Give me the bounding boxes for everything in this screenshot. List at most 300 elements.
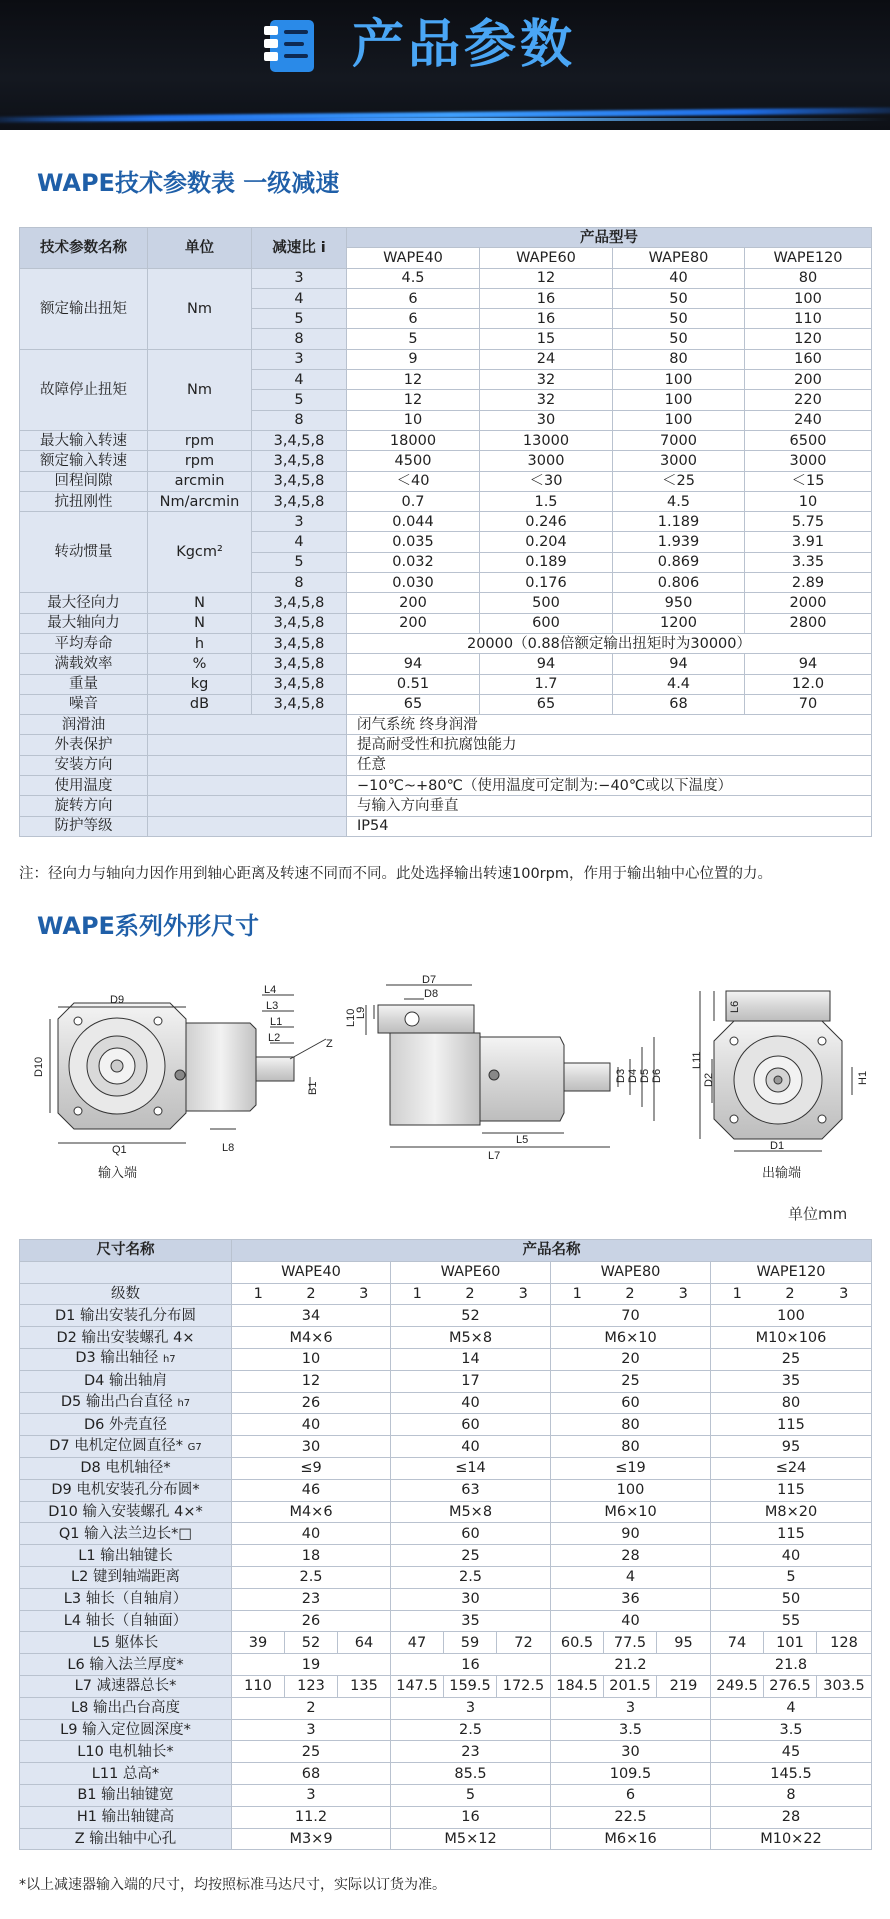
table-row bbox=[20, 451, 872, 471]
value-cell: 303.5 bbox=[817, 1675, 872, 1697]
value-cell: 9 bbox=[347, 349, 480, 369]
value-cell: 68 bbox=[232, 1763, 391, 1785]
model-name-cell: WAPE40 bbox=[232, 1261, 391, 1283]
value-cell: 47 bbox=[391, 1632, 444, 1654]
value-cell: 74 bbox=[711, 1632, 764, 1654]
dim-name-cell bbox=[20, 1654, 232, 1676]
table-row bbox=[20, 755, 872, 775]
value-cell: 94 bbox=[480, 654, 613, 674]
table-row bbox=[20, 654, 872, 674]
param-unit-cell: Nm bbox=[148, 268, 252, 349]
value-cell: 与输入方向垂直 bbox=[347, 796, 872, 816]
value-cell: 5 bbox=[711, 1566, 872, 1588]
value-cell: 17 bbox=[391, 1370, 551, 1392]
value-cell: 100 bbox=[551, 1479, 711, 1501]
dim-name-cell bbox=[20, 1806, 232, 1828]
stage-cell: 2 bbox=[604, 1283, 657, 1305]
ratio-cell: 8 bbox=[252, 573, 347, 593]
ratio-cell: 3,4,5,8 bbox=[252, 491, 347, 511]
value-cell: 55 bbox=[711, 1610, 872, 1632]
table-row bbox=[20, 796, 872, 816]
value-cell: 147.5 bbox=[391, 1675, 444, 1697]
value-cell: 172.5 bbox=[497, 1675, 551, 1697]
stage-cell: 3 bbox=[817, 1283, 872, 1305]
stage-cell: 2 bbox=[764, 1283, 817, 1305]
ratio-cell: 8 bbox=[252, 410, 347, 430]
table-header-row bbox=[20, 228, 872, 248]
ratio-cell: 8 bbox=[252, 329, 347, 349]
value-cell: 600 bbox=[480, 613, 613, 633]
value-cell: 0.246 bbox=[480, 512, 613, 532]
ratio-cell: 3,4,5,8 bbox=[252, 593, 347, 613]
table-row bbox=[20, 1392, 872, 1414]
table-row bbox=[20, 1457, 872, 1479]
param-name-cell: 额定输入转速 bbox=[20, 451, 148, 471]
value-cell: 18 bbox=[232, 1545, 391, 1567]
empty-cell bbox=[252, 755, 347, 775]
value-cell: 0.869 bbox=[613, 552, 745, 572]
table-row bbox=[20, 1828, 872, 1850]
col-header-ratio: 减速比 i bbox=[252, 228, 347, 269]
value-cell: M4×6 bbox=[232, 1327, 391, 1349]
value-cell: M5×12 bbox=[391, 1828, 551, 1850]
param-name-cell: 重量 bbox=[20, 674, 148, 694]
table-row bbox=[20, 633, 872, 653]
model-name-cell: WAPE60 bbox=[480, 248, 613, 268]
value-cell: 50 bbox=[613, 288, 745, 308]
model-name-cell: WAPE40 bbox=[347, 248, 480, 268]
value-cell: 3 bbox=[551, 1697, 711, 1719]
dim-name-text: H1 输出轴键高 bbox=[76, 1809, 175, 1826]
dim-name-cell bbox=[20, 1414, 232, 1436]
value-cell: 25 bbox=[391, 1545, 551, 1567]
value-cell: 34 bbox=[232, 1305, 391, 1327]
value-cell: M10×106 bbox=[711, 1327, 872, 1349]
ratio-cell: 5 bbox=[252, 390, 347, 410]
value-cell: 4500 bbox=[347, 451, 480, 471]
value-cell: 20000（0.88倍额定输出扭矩时为30000） bbox=[347, 633, 872, 653]
value-cell: 4 bbox=[711, 1697, 872, 1719]
value-cell: 276.5 bbox=[764, 1675, 817, 1697]
value-cell: 32 bbox=[480, 390, 613, 410]
value-cell: 109.5 bbox=[551, 1763, 711, 1785]
value-cell: 3000 bbox=[745, 451, 872, 471]
dim-name-cell bbox=[20, 1305, 232, 1327]
dim-label-L8: L8 bbox=[222, 1142, 235, 1154]
dim-name-text: D5 输出凸台直径 bbox=[60, 1393, 178, 1410]
dim-name-cell bbox=[20, 1523, 232, 1545]
value-cell: 0.032 bbox=[347, 552, 480, 572]
param-unit-cell: h bbox=[148, 633, 252, 653]
table-stage-row bbox=[20, 1283, 872, 1305]
table-row bbox=[20, 491, 872, 511]
empty-cell bbox=[148, 735, 252, 755]
dim-name-text: L3 轴长（自轴肩） bbox=[63, 1591, 188, 1608]
value-cell: 20 bbox=[551, 1348, 711, 1370]
dim-label-L5: L5 bbox=[516, 1134, 529, 1146]
value-cell: 6 bbox=[347, 309, 480, 329]
value-cell: 35 bbox=[391, 1610, 551, 1632]
value-cell: 2 bbox=[232, 1697, 391, 1719]
table-row bbox=[20, 1545, 872, 1567]
value-cell: 5.75 bbox=[745, 512, 872, 532]
dim-name-cell bbox=[20, 1719, 232, 1741]
dim-label-L6: L6 bbox=[729, 1000, 741, 1013]
value-cell: 115 bbox=[711, 1414, 872, 1436]
value-cell: 95 bbox=[711, 1436, 872, 1458]
stage-cell: 2 bbox=[444, 1283, 497, 1305]
value-cell: 40 bbox=[232, 1523, 391, 1545]
value-cell: 40 bbox=[232, 1414, 391, 1436]
value-cell: M10×22 bbox=[711, 1828, 872, 1850]
value-cell: 115 bbox=[711, 1479, 872, 1501]
col-header-product: 产品名称 bbox=[232, 1240, 872, 1262]
param-unit-cell: rpm bbox=[148, 451, 252, 471]
value-cell: 4.5 bbox=[613, 491, 745, 511]
value-cell: 128 bbox=[817, 1632, 872, 1654]
dimension-table bbox=[19, 1239, 872, 1850]
dim-label-Q1: Q1 bbox=[112, 1144, 127, 1156]
radial-force-note: 注：径向力与轴向力因作用到轴心距离及转速不同而不同。此处选择输出转速100rpm，作用于输出轴中心位置的力。 bbox=[19, 866, 772, 882]
ratio-cell: 4 bbox=[252, 532, 347, 552]
value-cell: 32 bbox=[480, 370, 613, 390]
ratio-cell: 3,4,5,8 bbox=[252, 613, 347, 633]
empty-cell bbox=[252, 715, 347, 735]
value-cell: 1.7 bbox=[480, 674, 613, 694]
value-cell: 123 bbox=[285, 1675, 338, 1697]
table-row bbox=[20, 1305, 872, 1327]
param-name-cell: 平均寿命 bbox=[20, 633, 148, 653]
col-header-param-name: 技术参数名称 bbox=[20, 228, 148, 269]
dim-name-text: D1 输出安装孔分布圆 bbox=[55, 1307, 196, 1324]
dim-label-D2: D2 bbox=[703, 1072, 715, 1087]
value-cell: 16 bbox=[480, 309, 613, 329]
value-cell: 13000 bbox=[480, 430, 613, 450]
value-cell: 64 bbox=[338, 1632, 391, 1654]
value-cell: 94 bbox=[347, 654, 480, 674]
dim-label-D7: D7 bbox=[422, 974, 437, 986]
value-cell: 135 bbox=[338, 1675, 391, 1697]
table-row bbox=[20, 1719, 872, 1741]
value-cell: 2800 bbox=[745, 613, 872, 633]
param-unit-cell: arcmin bbox=[148, 471, 252, 491]
param-name-cell: 噪音 bbox=[20, 694, 148, 714]
value-cell: 50 bbox=[613, 309, 745, 329]
value-cell: 25 bbox=[711, 1348, 872, 1370]
table-row bbox=[20, 1697, 872, 1719]
dimension-drawing bbox=[0, 955, 890, 1205]
dim-label-D10: D10 bbox=[33, 1056, 45, 1077]
value-cell: 1.5 bbox=[480, 491, 613, 511]
table-row bbox=[20, 1348, 872, 1370]
value-cell: 70 bbox=[551, 1305, 711, 1327]
dim-label-L3: L3 bbox=[266, 1000, 279, 1012]
value-cell: 8 bbox=[711, 1784, 872, 1806]
value-cell: 500 bbox=[480, 593, 613, 613]
dim-name-cell bbox=[20, 1436, 232, 1458]
table-row bbox=[20, 1588, 872, 1610]
model-name-cell: WAPE80 bbox=[613, 248, 745, 268]
table-row bbox=[20, 613, 872, 633]
ratio-cell: 3,4,5,8 bbox=[252, 694, 347, 714]
empty-cell bbox=[20, 1261, 232, 1283]
value-cell: ＜25 bbox=[613, 471, 745, 491]
value-cell: 21.8 bbox=[711, 1654, 872, 1676]
dim-name-text: L5 躯体长 bbox=[92, 1634, 159, 1651]
document-list-icon bbox=[262, 16, 322, 76]
dim-label-D8: D8 bbox=[424, 988, 439, 1000]
value-cell: 60.5 bbox=[551, 1632, 604, 1654]
value-cell: 6 bbox=[551, 1784, 711, 1806]
value-cell: ≤9 bbox=[232, 1457, 391, 1479]
motor-dimension-note: *以上减速器输入端的尺寸，均按照标准马达尺寸，实际以订货为准。 bbox=[19, 1877, 446, 1893]
dim-name-text: D6 外壳直径 bbox=[84, 1416, 167, 1433]
stage-cell: 3 bbox=[497, 1283, 551, 1305]
table-row bbox=[20, 1327, 872, 1349]
value-cell: 220 bbox=[745, 390, 872, 410]
stage-cell: 2 bbox=[285, 1283, 338, 1305]
dim-name-text: D8 电机轴径* bbox=[80, 1460, 171, 1477]
value-cell: M8×20 bbox=[711, 1501, 872, 1523]
value-cell: 115 bbox=[711, 1523, 872, 1545]
value-cell: 110 bbox=[745, 309, 872, 329]
tolerance-class: G7 bbox=[187, 1441, 202, 1453]
value-cell: 5 bbox=[347, 329, 480, 349]
value-cell: 5 bbox=[391, 1784, 551, 1806]
value-cell: 30 bbox=[551, 1741, 711, 1763]
empty-cell bbox=[252, 735, 347, 755]
tech-params-table bbox=[19, 227, 872, 837]
param-name-cell: 最大径向力 bbox=[20, 593, 148, 613]
table-row bbox=[20, 694, 872, 714]
dim-name-text: D7 电机定位圆直径* bbox=[49, 1437, 188, 1454]
value-cell: 闭气系统 终身润滑 bbox=[347, 715, 872, 735]
value-cell: 3.91 bbox=[745, 532, 872, 552]
table-row bbox=[20, 1763, 872, 1785]
section-title-tech-params: WAPE技术参数表 一级减速 bbox=[37, 169, 340, 197]
value-cell: 40 bbox=[613, 268, 745, 288]
value-cell: 39 bbox=[232, 1632, 285, 1654]
dim-label-B1: B1 bbox=[307, 1081, 319, 1095]
stage-cell: 3 bbox=[338, 1283, 391, 1305]
table-row bbox=[20, 816, 872, 836]
param-unit-cell: N bbox=[148, 613, 252, 633]
value-cell: 21.2 bbox=[551, 1654, 711, 1676]
dim-name-text: D4 输出轴肩 bbox=[84, 1373, 167, 1390]
value-cell: 12 bbox=[232, 1370, 391, 1392]
value-cell: 40 bbox=[391, 1436, 551, 1458]
value-cell: 59 bbox=[444, 1632, 497, 1654]
dim-name-cell bbox=[20, 1501, 232, 1523]
dim-name-cell bbox=[20, 1392, 232, 1414]
value-cell: 25 bbox=[551, 1370, 711, 1392]
value-cell: 101 bbox=[764, 1632, 817, 1654]
value-cell: 200 bbox=[347, 593, 480, 613]
ratio-cell: 3 bbox=[252, 268, 347, 288]
stage-label-cell: 级数 bbox=[20, 1283, 232, 1305]
value-cell: 94 bbox=[613, 654, 745, 674]
empty-cell bbox=[252, 776, 347, 796]
value-cell: 100 bbox=[711, 1305, 872, 1327]
dim-name-text: L6 输入法兰厚度* bbox=[67, 1656, 184, 1673]
value-cell: 3.35 bbox=[745, 552, 872, 572]
value-cell: 70 bbox=[745, 694, 872, 714]
value-cell: 10 bbox=[745, 491, 872, 511]
param-name-cell: 最大轴向力 bbox=[20, 613, 148, 633]
value-cell: M5×8 bbox=[391, 1501, 551, 1523]
dim-name-cell bbox=[20, 1327, 232, 1349]
value-cell: 0.204 bbox=[480, 532, 613, 552]
value-cell: 249.5 bbox=[711, 1675, 764, 1697]
dim-name-cell bbox=[20, 1741, 232, 1763]
value-cell: 28 bbox=[551, 1545, 711, 1567]
value-cell: 65 bbox=[347, 694, 480, 714]
table-row bbox=[20, 1370, 872, 1392]
value-cell: 110 bbox=[232, 1675, 285, 1697]
value-cell: 94 bbox=[745, 654, 872, 674]
ratio-cell: 4 bbox=[252, 370, 347, 390]
value-cell: 12 bbox=[347, 370, 480, 390]
banner-title: 产品参数 bbox=[352, 15, 577, 75]
table-row bbox=[20, 1654, 872, 1676]
value-cell: 16 bbox=[480, 288, 613, 308]
table-header-row bbox=[20, 1240, 872, 1262]
table-row bbox=[20, 268, 872, 288]
table-row bbox=[20, 349, 872, 369]
param-name-cell: 旋转方向 bbox=[20, 796, 148, 816]
dim-name-text: Z 输出轴中心孔 bbox=[74, 1830, 177, 1847]
dim-name-text: L2 键到轴端距离 bbox=[71, 1569, 180, 1586]
value-cell: 40 bbox=[711, 1545, 872, 1567]
value-cell: ＜40 bbox=[347, 471, 480, 491]
param-unit-cell: N bbox=[148, 593, 252, 613]
value-cell: 100 bbox=[745, 288, 872, 308]
value-cell: 18000 bbox=[347, 430, 480, 450]
table-row bbox=[20, 1479, 872, 1501]
value-cell: 80 bbox=[551, 1414, 711, 1436]
value-cell: 15 bbox=[480, 329, 613, 349]
table-row bbox=[20, 1523, 872, 1545]
stage-cell: 1 bbox=[551, 1283, 604, 1305]
value-cell: M3×9 bbox=[232, 1828, 391, 1850]
dim-label-D4: D4 bbox=[627, 1068, 639, 1083]
value-cell: 30 bbox=[391, 1588, 551, 1610]
ratio-cell: 3,4,5,8 bbox=[252, 633, 347, 653]
ratio-cell: 3 bbox=[252, 512, 347, 532]
param-name-cell: 使用温度 bbox=[20, 776, 148, 796]
value-cell: 2.5 bbox=[232, 1566, 391, 1588]
dim-name-cell bbox=[20, 1784, 232, 1806]
param-unit-cell: dB bbox=[148, 694, 252, 714]
col-header-unit: 单位 bbox=[148, 228, 252, 269]
dim-name-text: L9 输入定位圆深度* bbox=[60, 1721, 191, 1738]
value-cell: 1.189 bbox=[613, 512, 745, 532]
value-cell: 30 bbox=[232, 1436, 391, 1458]
table-row bbox=[20, 593, 872, 613]
value-cell: 100 bbox=[613, 410, 745, 430]
value-cell: 0.189 bbox=[480, 552, 613, 572]
value-cell: 95 bbox=[657, 1632, 711, 1654]
dim-name-text: L4 轴长（自轴面） bbox=[63, 1612, 188, 1629]
ratio-cell: 3,4,5,8 bbox=[252, 471, 347, 491]
dim-label-L10: L10 bbox=[345, 1008, 357, 1027]
value-cell: 12 bbox=[347, 390, 480, 410]
table-row bbox=[20, 715, 872, 735]
value-cell: M6×10 bbox=[551, 1327, 711, 1349]
value-cell: 0.176 bbox=[480, 573, 613, 593]
dim-label-L1: L1 bbox=[270, 1016, 283, 1028]
tolerance-class: h7 bbox=[177, 1397, 191, 1409]
value-cell: 16 bbox=[391, 1654, 551, 1676]
table-row bbox=[20, 1675, 872, 1697]
empty-cell bbox=[252, 816, 347, 836]
empty-cell bbox=[148, 755, 252, 775]
value-cell: 35 bbox=[711, 1370, 872, 1392]
param-unit-cell: Nm bbox=[148, 349, 252, 430]
value-cell: 72 bbox=[497, 1632, 551, 1654]
value-cell: 68 bbox=[613, 694, 745, 714]
value-cell: 25 bbox=[232, 1741, 391, 1763]
value-cell: 2.89 bbox=[745, 573, 872, 593]
value-cell: 3.5 bbox=[551, 1719, 711, 1741]
value-cell: ≤19 bbox=[551, 1457, 711, 1479]
value-cell: 240 bbox=[745, 410, 872, 430]
dim-name-cell bbox=[20, 1370, 232, 1392]
ratio-cell: 3 bbox=[252, 349, 347, 369]
value-cell: 6500 bbox=[745, 430, 872, 450]
table-row bbox=[20, 471, 872, 491]
output-end-view bbox=[700, 991, 852, 1151]
value-cell: 30 bbox=[480, 410, 613, 430]
table-row bbox=[20, 1414, 872, 1436]
value-cell: 26 bbox=[232, 1610, 391, 1632]
ratio-cell: 3,4,5,8 bbox=[252, 674, 347, 694]
dim-name-cell bbox=[20, 1828, 232, 1850]
value-cell: 80 bbox=[613, 349, 745, 369]
value-cell: ≤14 bbox=[391, 1457, 551, 1479]
tolerance-class: h7 bbox=[162, 1354, 176, 1366]
value-cell: 1.939 bbox=[613, 532, 745, 552]
value-cell: 22.5 bbox=[551, 1806, 711, 1828]
value-cell: M6×10 bbox=[551, 1501, 711, 1523]
value-cell: 24 bbox=[480, 349, 613, 369]
table-row bbox=[20, 674, 872, 694]
dim-name-text: Q1 输入法兰边长*□ bbox=[58, 1525, 193, 1542]
value-cell: 145.5 bbox=[711, 1763, 872, 1785]
value-cell: 0.7 bbox=[347, 491, 480, 511]
value-cell: 2.5 bbox=[391, 1566, 551, 1588]
value-cell: 80 bbox=[711, 1392, 872, 1414]
model-name-cell: WAPE120 bbox=[745, 248, 872, 268]
value-cell: 0.51 bbox=[347, 674, 480, 694]
value-cell: −10℃~+80℃（使用温度可定制为:−40℃或以下温度） bbox=[347, 776, 872, 796]
value-cell: 12.0 bbox=[745, 674, 872, 694]
unit-note: 单位mm bbox=[788, 1205, 848, 1223]
value-cell: 3 bbox=[232, 1784, 391, 1806]
empty-cell bbox=[148, 796, 252, 816]
empty-cell bbox=[148, 776, 252, 796]
value-cell: 10 bbox=[232, 1348, 391, 1370]
param-unit-cell: Kgcm² bbox=[148, 512, 252, 593]
stage-cell: 1 bbox=[391, 1283, 444, 1305]
param-unit-cell: % bbox=[148, 654, 252, 674]
value-cell: 2000 bbox=[745, 593, 872, 613]
value-cell: 200 bbox=[745, 370, 872, 390]
value-cell: 26 bbox=[232, 1392, 391, 1414]
value-cell: 100 bbox=[613, 390, 745, 410]
value-cell: 10 bbox=[347, 410, 480, 430]
stage-cell: 3 bbox=[657, 1283, 711, 1305]
